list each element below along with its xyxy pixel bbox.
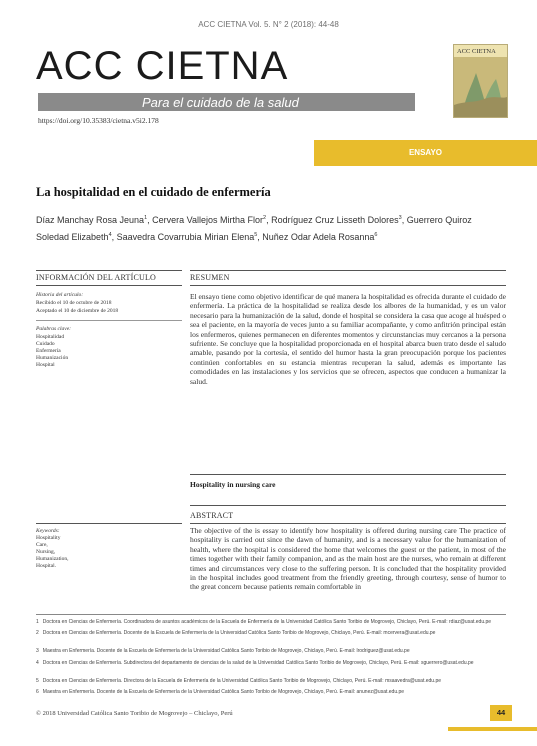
author-name: Rodríguez Cruz Lisseth Dolores bbox=[271, 215, 399, 225]
footnote-number: 3 bbox=[36, 648, 39, 654]
footnote-item bbox=[36, 678, 506, 685]
author-affiliation-mark: 6 bbox=[374, 232, 378, 238]
journal-reference: ACC CIETNA Vol. 5. N° 2 (2018): 44-48 bbox=[198, 20, 339, 29]
abstract-heading: ABSTRACT bbox=[190, 511, 234, 520]
keyword-item: Enfermería bbox=[36, 348, 61, 354]
footnote-text: Doctora en Ciencias de Enfermería. Subdirectora del departamento de ciencias de la salud de la Universidad Católica Santo Toribio de Mogrovejo, Chiclayo, Perú. E-mail: sguerrero@usat.edu.pe bbox=[42, 660, 474, 666]
keywords-en-label: Keywords: bbox=[36, 528, 60, 534]
footnote-number: 6 bbox=[36, 689, 39, 695]
footnote-item bbox=[36, 660, 506, 667]
footnote-number: 4 bbox=[36, 660, 39, 666]
divider bbox=[36, 285, 182, 286]
article-title: La hospitalidad en el cuidado de enfermería bbox=[36, 185, 271, 199]
author-affiliation-mark: 1 bbox=[144, 215, 148, 221]
abstract-text: The objective of the is essay to identify how hospitality is offered during nursing care The practice of hospitality is carried out since the dawn of humanity, and is a necessary value for the humanization of health, where the hospital is considered the home that welcomes the guest or the patient, in most of the times together with their family companion, and as the main host are the nurses, who remain at different times and circumstances very close to the suffering person. It is concluded that the hospitality provided in the hospital includes good treatment from the friendly greeting, through courtesy, sense of humor to the great concern because patients remain comfortable in bbox=[190, 526, 506, 592]
footnote-item bbox=[36, 619, 506, 626]
keyword-item: Nursing, bbox=[36, 549, 56, 555]
footnote-item bbox=[36, 689, 506, 696]
doi-link[interactable]: https://doi.org/10.35383/cietna.v5i2.178 bbox=[38, 116, 159, 125]
footnote-text: Maestra en Enfermería. Docente de la Escuela de Enfermería de la Universidad Católica Santo Toribio de Mogrovejo, Chiclayo, Perú. E-mail: anunez@usat.edu.pe bbox=[42, 689, 405, 695]
journal-logo-title: ACC CIETNA bbox=[36, 44, 289, 88]
english-title: Hospitality in nursing care bbox=[190, 480, 276, 489]
divider bbox=[36, 320, 182, 321]
author-affiliation-mark: 4 bbox=[108, 232, 112, 238]
footer-accent-bar bbox=[448, 727, 537, 731]
keyword-item: Care, bbox=[36, 542, 48, 548]
author-name: Nuñez Odar Adela Rosanna bbox=[262, 232, 375, 242]
footnote-item bbox=[36, 648, 506, 655]
footnote-text: Doctora en Ciencias de Enfermería. Docente de la Escuela de Enfermería de la Universidad Católica Santo Toribio de Mogrovejo, Chiclayo, Perú. E-mail: mcervera@usat.edu.pe bbox=[42, 630, 436, 636]
keyword-item: Hospitality bbox=[36, 535, 61, 541]
keyword-item: Humanization, bbox=[36, 556, 69, 562]
resumen-text: El ensayo tiene como objetivo identificar de qué manera la hospitalidad es ofrecida durante el cuidado de enfermería. La práctica de la hospitalidad se realiza desde los albores de la humanidad, y es un valor necesario para la humanización de la salud, donde el hospital se considera la casa que acoge al huésped o sea el paciente, en la mayoría de veces junto a su familiar acompañante, y como anfitrión principal están los enfermeros, quienes permanecen en diferentes momentos y circunstancias muy cercanos a la persona sufriente. Se concluye que la hospitalidad proporcionada en el hospital abarca buen trato desde el saludo amable, pasando por la cortesía, el sentido del humor hasta la gran preocupación porque los pacientes continúen confortables en su estancia mientras recuperan la salud, además es importante las comodidades en las instalaciones y los servicios que se ofrecen, aspectos que conducen a humanizar la salud. bbox=[190, 292, 506, 386]
divider bbox=[190, 505, 506, 506]
keywords-list bbox=[36, 334, 68, 369]
history-label: Historia del artículo: bbox=[36, 292, 84, 298]
divider bbox=[190, 474, 506, 475]
keyword-item: Cuidado bbox=[36, 341, 55, 347]
author-name: Saavedra Covarrubia Mirian Elena bbox=[116, 232, 255, 242]
divider bbox=[190, 285, 506, 286]
page-number: 44 bbox=[490, 705, 512, 721]
author-affiliation-mark: 5 bbox=[254, 232, 258, 238]
author-affiliation-mark: 3 bbox=[398, 215, 402, 221]
footnote-number: 1 bbox=[36, 619, 39, 625]
received-date: Recibido el 10 de octubre de 2018 bbox=[36, 300, 112, 306]
author-name: Guerrero Quiroz Soledad Elizabeth bbox=[36, 215, 472, 242]
accepted-date: Aceptado el 10 de diciembre de 2018 bbox=[36, 308, 119, 314]
journal-cover-image bbox=[453, 44, 508, 118]
cover-title: ACC CIETNA bbox=[457, 48, 496, 55]
keywords-en-list bbox=[36, 535, 69, 570]
footnote-number: 2 bbox=[36, 630, 39, 636]
divider bbox=[36, 270, 182, 271]
article-info-heading: INFORMACIÓN DEL ARTÍCULO bbox=[36, 273, 157, 282]
author-name: Díaz Manchay Rosa Jeuna bbox=[36, 215, 145, 225]
resumen-heading: RESUMEN bbox=[190, 273, 230, 282]
cover-illustration bbox=[454, 45, 507, 117]
copyright-notice: © 2018 Universidad Católica Santo Toribio de Mogrovejo – Chiclayo, Perú bbox=[36, 710, 233, 717]
keyword-item: Hospital. bbox=[36, 563, 57, 569]
journal-logo-subtitle: Para el cuidado de la salud bbox=[142, 95, 299, 110]
divider bbox=[190, 523, 506, 524]
footnote-number: 5 bbox=[36, 678, 39, 684]
footnote-text: Doctora en Ciencias de Enfermería. Coordinadora de asuntos académicos de la Escuela de Enfermería de la Universidad Católica Santo Toribio de Mogrovejo, Chiclayo, Perú. E-mail: rdiaz@usat.edu.pe bbox=[42, 619, 492, 625]
footnote-divider bbox=[36, 614, 506, 615]
keyword-item: Hospitalidad bbox=[36, 334, 65, 340]
divider bbox=[36, 523, 182, 524]
author-name: Cervera Vallejos Mirtha Flor bbox=[152, 215, 264, 225]
keyword-item: Humanización bbox=[36, 355, 69, 361]
author-list: Díaz Manchay Rosa Jeuna$^1$, Cervera Vallejos Mirtha Flor$^2$, Rodríguez Cruz Lisseth Dolores$^3$, Guerrero Quiroz Soledad Elizabeth$^4$, Saavedra Covarrubia Mirian Elena$^5$, Nuñez Odar Adela Rosanna$^6$ bbox=[36, 215, 472, 242]
divider bbox=[190, 270, 506, 271]
keyword-item: Hospital bbox=[36, 362, 55, 368]
article-type-badge: ENSAYO bbox=[314, 140, 537, 166]
author-affiliation-mark: 2 bbox=[263, 215, 267, 221]
footnote-text: Doctora en Ciencias de Enfermería. Directora de la Escuela de Enfermería de la Universidad Católica Santo Toribio de Mogrovejo, Chiclayo, Perú. E-mail: msaavedra@usat.edu.pe bbox=[42, 678, 442, 684]
footnote-item bbox=[36, 630, 506, 637]
keywords-label: Palabras clave: bbox=[36, 326, 71, 332]
footnote-text: Maestra en Enfermería. Docente de la Escuela de Enfermería de la Universidad Católica Santo Toribio de Mogrovejo, Chiclayo, Perú. E-mail: lrodriguez@usat.edu.pe bbox=[42, 648, 410, 654]
